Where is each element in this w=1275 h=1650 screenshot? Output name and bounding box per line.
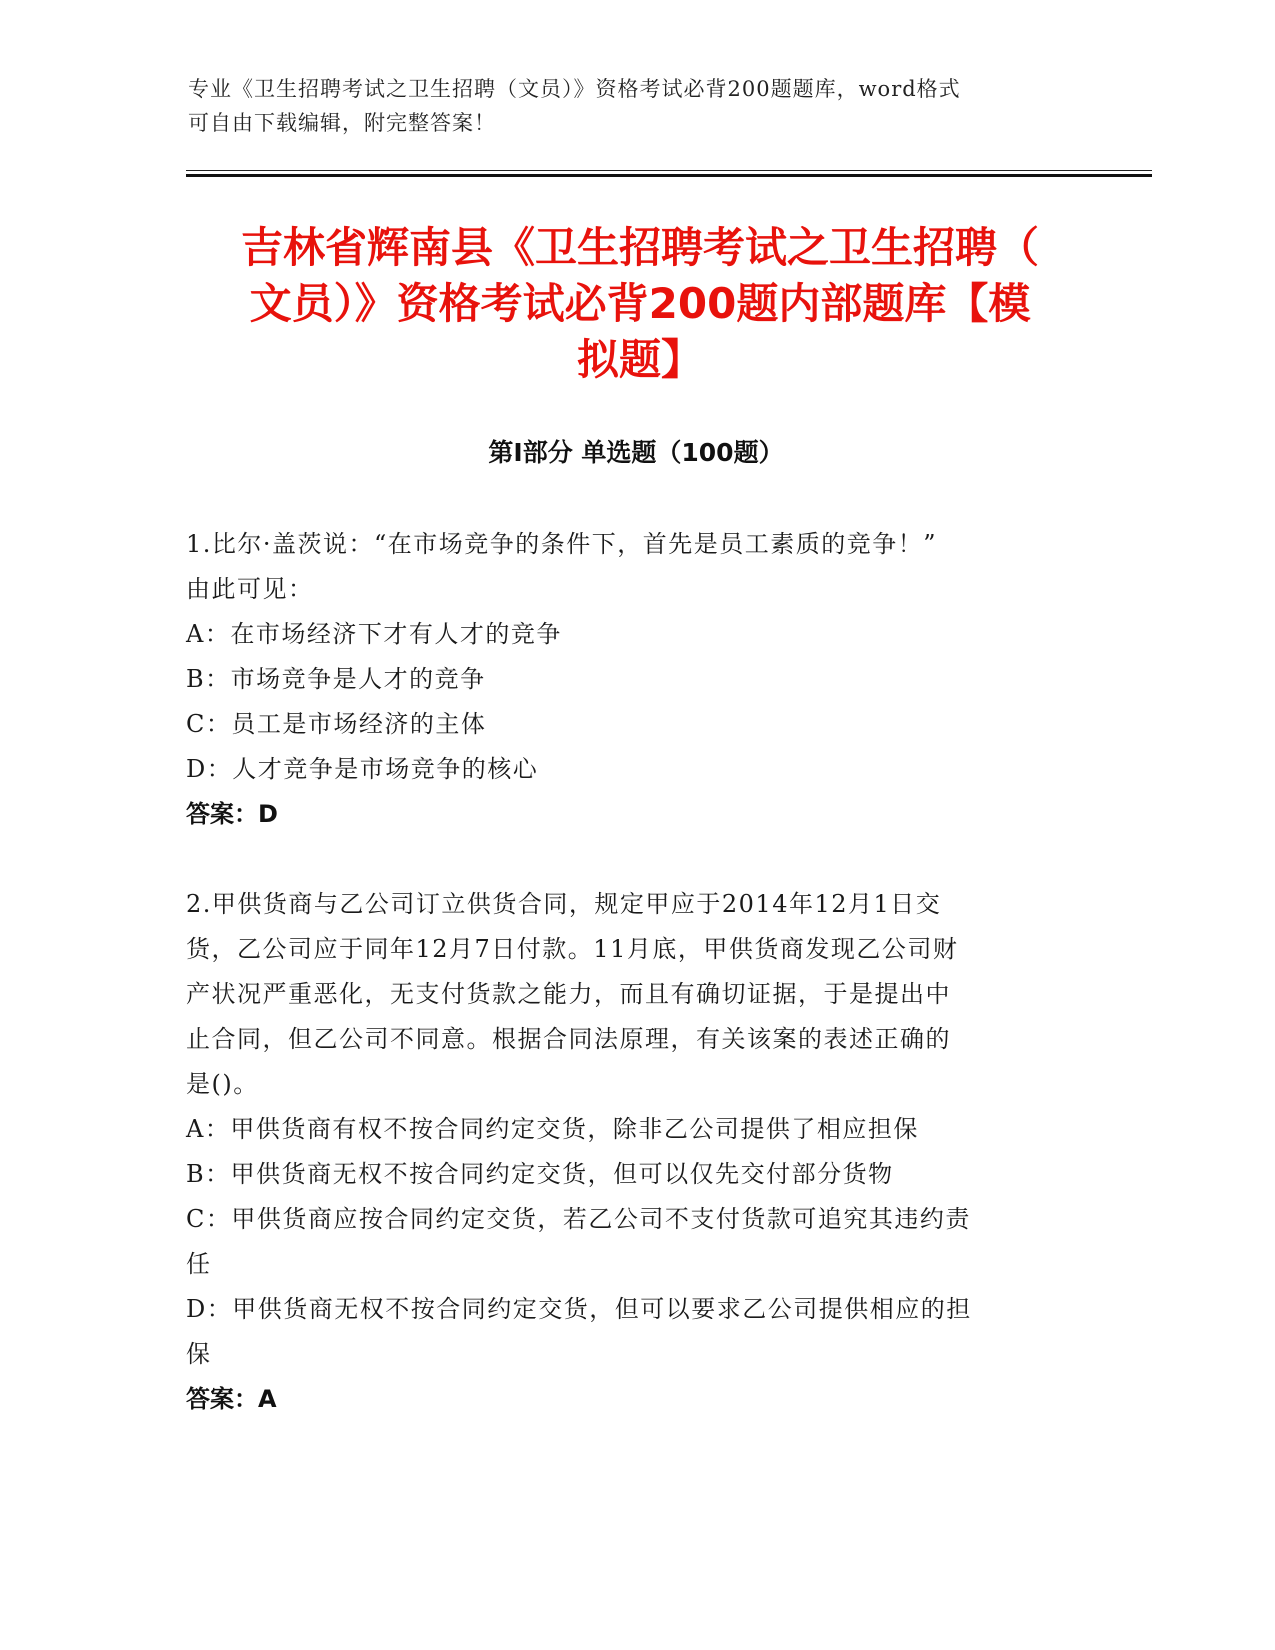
- section-title: 第Ⅰ部分 单选题（100题）: [488, 438, 784, 467]
- option-a: A：甲供货商有权不按合同约定交货，除非乙公司提供了相应担保: [186, 1115, 919, 1143]
- header-divider-thick: [186, 174, 1152, 177]
- option-a: A：在市场经济下才有人才的竞争: [186, 620, 562, 648]
- option-c: C：员工是市场经济的主体: [186, 710, 487, 738]
- document-title: 吉林省辉南县《卫生招聘考试之卫生招聘（ 文员）》资格考试必背200题内部题库【模 拟题】: [240, 223, 1039, 384]
- option-d: D：人才竞争是市场竞争的核心: [186, 755, 539, 783]
- question-block: [186, 522, 1086, 837]
- question-block: [186, 882, 1086, 1422]
- answer-label: 答案：A: [186, 1385, 277, 1413]
- header-divider-thin: [186, 170, 1152, 171]
- question-text: 2.甲供货商与乙公司订立供货合同，规定甲应于2014年12月1日交 货，乙公司应于同年12月7日付款。11月底，甲供货商发现乙公司财 产状况严重恶化，无支付货款之能力，而且有确切证据，于是提出中 止合同，但乙公司不同意。根据合同法原理，有关该案的表述正确的 是()。: [186, 890, 959, 1098]
- answer-label: 答案：D: [186, 800, 278, 828]
- option-c: C：甲供货商应按合同约定交货，若乙公司不支付货款可追究其违约责 任: [186, 1205, 971, 1278]
- option-b: B：甲供货商无权不按合同约定交货，但可以仅先交付部分货物: [186, 1160, 894, 1188]
- header-note: 专业《卫生招聘考试之卫生招聘（文员）》资格考试必背200题题库，word格式 可自由下载编辑，附完整答案！: [188, 77, 961, 135]
- question-text: 1.比尔·盖茨说：“在市场竞争的条件下，首先是员工素质的竞争！” 由此可见：: [186, 530, 938, 603]
- option-b: B：市场竞争是人才的竞争: [186, 665, 486, 693]
- option-d: D：甲供货商无权不按合同约定交货，但可以要求乙公司提供相应的担 保: [186, 1295, 972, 1368]
